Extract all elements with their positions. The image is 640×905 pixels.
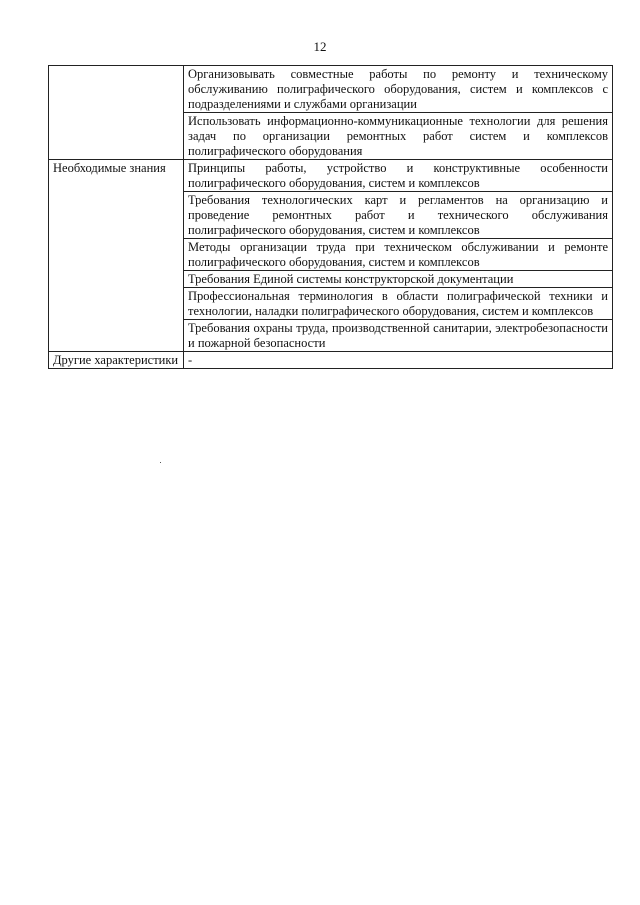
scan-speck [160,462,161,463]
table-row [49,160,613,192]
row-label-cell: Другие характеристики [49,352,184,369]
table-cell: - [184,352,613,369]
table-row [49,352,613,369]
page-number: 12 [313,39,327,54]
table-cell: Профессиональная терминология в области полиграфической техники и технологии, наладки полиграфического оборудования, систем и комплексов [184,288,613,320]
table-cell: Методы организации труда при техническом обслуживании и ремонте полиграфического оборудования, систем и комплексов [184,239,613,271]
table-cell: Использовать информационно-коммуникационные технологии для решения задач по организации ремонтных работ систем и комплексов полиграфического оборудования [184,113,613,160]
row-label-cell: Необходимые знания [49,160,184,352]
table-cell: Принципы работы, устройство и конструктивные особенности полиграфического оборудования, систем и комплексов [184,160,613,192]
requirements-table [48,65,613,369]
row-label-cell [49,66,184,160]
table-row [49,66,613,113]
table-cell: Требования охраны труда, производственной санитарии, электробезопасности и пожарной безопасности [184,320,613,352]
table-cell: Организовывать совместные работы по ремонту и техническому обслуживанию полиграфического оборудования, систем и комплексов с подразделениями и службами организации [184,66,613,113]
table-cell: Требования Единой системы конструкторской документации [184,271,613,288]
table-cell: Требования технологических карт и регламентов на организацию и проведение ремонтных работ и технического обслуживания полиграфического оборудования, систем и комплексов [184,192,613,239]
